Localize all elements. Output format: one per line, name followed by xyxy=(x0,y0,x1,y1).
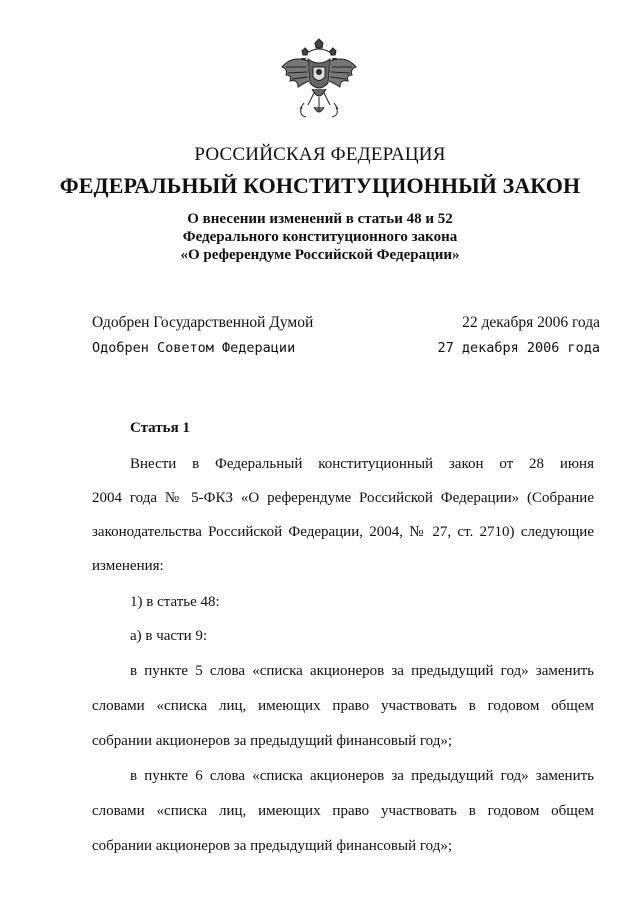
article-text-line: в пункте 5 слова «списка акционеров за предыдущий год» заменить xyxy=(130,663,594,679)
approval-date: 27 декабря 2006 года xyxy=(437,340,600,356)
approval-date: 22 декабря 2006 года xyxy=(462,314,600,331)
approval-federation-council xyxy=(92,340,600,356)
approval-label: Одобрен Советом Федерации xyxy=(92,340,296,356)
article-text-line: законодательства Российской Федерации, 2004, № 27, ст. 2710) следующие xyxy=(92,524,594,540)
article-text-line: собрании акционеров за предыдущий финансовый год»; xyxy=(92,733,453,749)
article-text-line: Внести в Федеральный конституционный закон от 28 июня xyxy=(130,456,594,472)
article-text-line: собрании акционеров за предыдущий финансовый год»; xyxy=(92,838,453,854)
document-type: ФЕДЕРАЛЬНЫЙ КОНСТИТУЦИОННЫЙ ЗАКОН xyxy=(59,173,581,198)
article-text-line: в пункте 6 слова «списка акционеров за предыдущий год» заменить xyxy=(130,768,594,784)
article-text-line: словами «списка лиц, имеющих право участвовать в годовом общем xyxy=(92,698,594,714)
article-title: Статья 1 xyxy=(130,420,190,436)
document-subtitle-line-3: «О референдуме Российской Федерации» xyxy=(180,247,460,263)
approval-label: Одобрен Государственной Думой xyxy=(92,314,314,331)
country-name: РОССИЙСКАЯ ФЕДЕРАЦИЯ xyxy=(194,144,446,165)
coat-of-arms-icon xyxy=(278,37,360,129)
article-text-line: 2004 года № 5-ФКЗ «О референдуме Российской Федерации» (Собрание xyxy=(92,490,594,506)
article-text-line: словами «списка лиц, имеющих право участвовать в годовом общем xyxy=(92,803,594,819)
document-subtitle-line-2: Федерального конституционного закона xyxy=(182,229,458,245)
approval-duma xyxy=(92,314,600,332)
article-text-line: 1) в статье 48: xyxy=(130,594,220,610)
article-text-line: а) в части 9: xyxy=(130,628,208,644)
document-subtitle-line-1: О внесении изменений в статьи 48 и 52 xyxy=(187,211,453,227)
article-text-line: изменения: xyxy=(92,558,164,574)
